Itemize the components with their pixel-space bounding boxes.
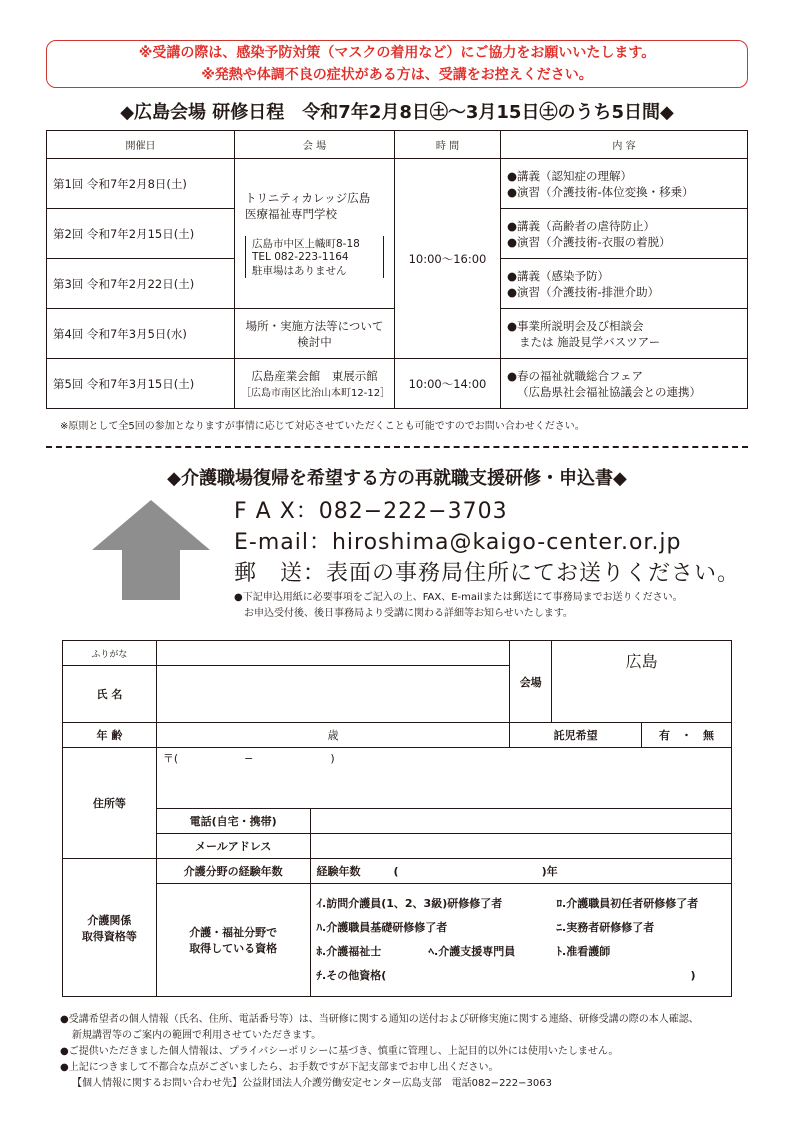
content-cell [501,209,748,259]
date-cell: 第5回 令和7年3月15日(土) [47,359,235,409]
schedule-header-row [47,131,748,159]
venue-address: 広島市中区上幟町8-18 [252,237,360,250]
qualification-label-line: 取得資格等 [81,929,137,943]
venue-value: 広島 [552,641,732,723]
age-label: 年 齢 [63,723,157,748]
schedule-title: ◆広島会場 研修日程 令和7年2月8日㊏～3月15日㊏のうち5日間◆ [120,102,674,123]
table-row [47,159,748,209]
privacy-contact: 【個人情報に関するお問い合わせ先】公益財団法人介護労働安定センター広島支部 電話082−222−3063 [72,1078,552,1089]
quals-options[interactable] [310,884,731,997]
privacy-note: ●ご提供いただきました個人情報は、プライバシーポリシーに基づき、慎重に管理し、上記目的以外には使用いたしません。 [60,1046,619,1057]
venue-line: 検討中 [297,334,332,349]
notice-line: ※受講の際は、感染予防対策（マスクの着用など）にご協力をお願いいたします。 [138,45,656,61]
content-line: ●演習（介護技術-排泄介助） [507,284,660,299]
instructions: ●下記申込用紙に必要事項をご記入の上、FAX、E-mailまたは郵送にて事務局までお送りください。 [234,592,683,603]
cut-line [46,446,748,448]
venue-tel: TEL 082-223-1164 [252,250,349,263]
venue-address: ［広島市南区比治山本町12-12］ [241,388,391,399]
quals-row [317,940,725,964]
venue-name: トリニティカレッジ広島 [245,190,371,205]
privacy-note: ●上記につきまして不都合な点がございましたら、お手数ですが下記支部までお申し出ください。 [60,1062,499,1073]
qualification-label-line: 介護関係 [87,913,132,927]
quals-row [317,916,725,940]
content-line: ●事業所説明会及び相談会 [507,318,644,333]
header-content: 内 容 [501,131,748,159]
date-cell: 第1回 令和7年2月8日(土) [47,159,235,209]
time-cell: 10:00～16:00 [395,159,501,359]
privacy-note: 新規講習等のご案内の範囲で利用させていただきます。 [72,1030,322,1041]
up-arrow-icon [92,500,210,600]
qual-option[interactable]: ﾆ.実務者研修修了者 [556,921,655,934]
qual-option[interactable]: ﾛ.介護職員初任者研修修了者 [556,897,699,910]
quals-row [317,964,725,988]
venue-label: 会場 [510,641,552,723]
venue-name: 広島産業会館 東展示館 [251,369,378,383]
content-line: （広島県社会福祉協議会との連携） [517,384,701,399]
address-label: 住所等 [63,748,157,859]
content-line: ●講義（認知症の理解） [507,168,633,183]
experience-field[interactable]: 経験年数 ( )年 [310,859,731,884]
experience-label: 介護分野の経験年数 [156,859,310,884]
quals-label [156,884,310,997]
content-line: ●春の福祉就職総合フェア [507,368,643,383]
content-cell [501,259,748,309]
email-label: メールアドレス [156,834,310,859]
quals-label-line: 取得している資格 [189,942,278,955]
phone-field[interactable] [310,809,731,834]
table-row [47,359,748,409]
time-cell: 10:00～14:00 [395,359,501,409]
email-address: E-mail：hiroshima@kaigo-center.or.jp [234,530,682,555]
quals-label-line: 介護・福祉分野で [189,926,278,939]
schedule-note: ※原則として全5回の参加となりますが事情に応じて対応させていただくことも可能ですのでお問い合わせください。 [60,421,585,432]
furigana-label: ふりがな [63,641,157,666]
content-line: ●講義（感染予防） [507,268,610,283]
venue-parking: 駐車場はありません [252,264,347,277]
qual-option[interactable]: ﾎ.介護福祉士 [316,945,382,958]
qual-option[interactable]: ｲ.訪問介護員(1、2、3級)研修修了者 [316,897,503,910]
venue-cell [235,359,395,409]
fax-number: F A X：082−222−3703 [234,499,508,524]
childcare-label: 託児希望 [510,723,642,748]
schedule-table [46,130,748,409]
name-label: 氏 名 [63,666,157,723]
application-form [62,640,732,997]
notice-box [46,40,748,88]
quals-row [317,892,725,916]
postal-field[interactable]: 〒( − ) [156,748,731,809]
qual-option[interactable]: ﾍ.介護支援専門員 [428,945,516,958]
venue-address-box [245,236,384,278]
content-line: ●演習（介護技術-体位変換・移乗） [507,184,694,199]
childcare-options[interactable]: 有 ・ 無 [642,723,732,748]
header-date: 開催日 [47,131,235,159]
content-line: または 施設見学バスツアー [519,334,661,349]
date-cell: 第4回 令和7年3月5日(水) [47,309,235,359]
content-line: ●演習（介護技術-衣服の着脱） [507,234,671,249]
instructions: お申込受付後、後日事務局より受講に関わる詳細等お知らせいたします。 [244,608,573,619]
privacy-note: ●受講希望者の個人情報（氏名、住所、電話番号等）は、当研修に関する通知の送付および研修実施に関する連絡、研修受講の際の本人確認、 [60,1014,699,1025]
qual-option[interactable]: ﾄ.准看護師 [556,945,611,958]
content-line: ●講義（高齢者の虐待防止） [507,218,656,233]
venue-line: 場所・実施方法等について [245,318,384,333]
mail-instruction: 郵 送：表面の事務局住所にてお送りください。 [234,561,741,586]
content-cell [501,359,748,409]
phone-label: 電話(自宅・携帯) [156,809,310,834]
notice-line: ※発熱や体調不良の症状がある方は、受講をお控えください。 [201,67,593,83]
application-title: ◆介護職場復帰を希望する方の再就職支援研修・申込書◆ [167,468,627,489]
email-field[interactable] [310,834,731,859]
venue-name: 医療福祉専門学校 [245,206,337,221]
date-cell: 第3回 令和7年2月22日(土) [47,259,235,309]
name-field[interactable] [156,666,509,723]
header-venue: 会 場 [235,131,395,159]
qual-option[interactable]: ﾊ.介護職員基礎研修修了者 [316,921,448,934]
qual-option[interactable]: ﾁ.その他資格( [316,969,387,982]
venue-cell [235,309,395,359]
qual-other-close: ) [690,969,696,982]
content-cell [501,309,748,359]
content-cell [501,159,748,209]
venue-cell [235,159,395,309]
header-time: 時 間 [395,131,501,159]
date-cell: 第2回 令和7年2月15日(土) [47,209,235,259]
age-field[interactable]: 歳 [156,723,509,748]
qualification-label [63,859,157,997]
furigana-field[interactable] [156,641,509,666]
